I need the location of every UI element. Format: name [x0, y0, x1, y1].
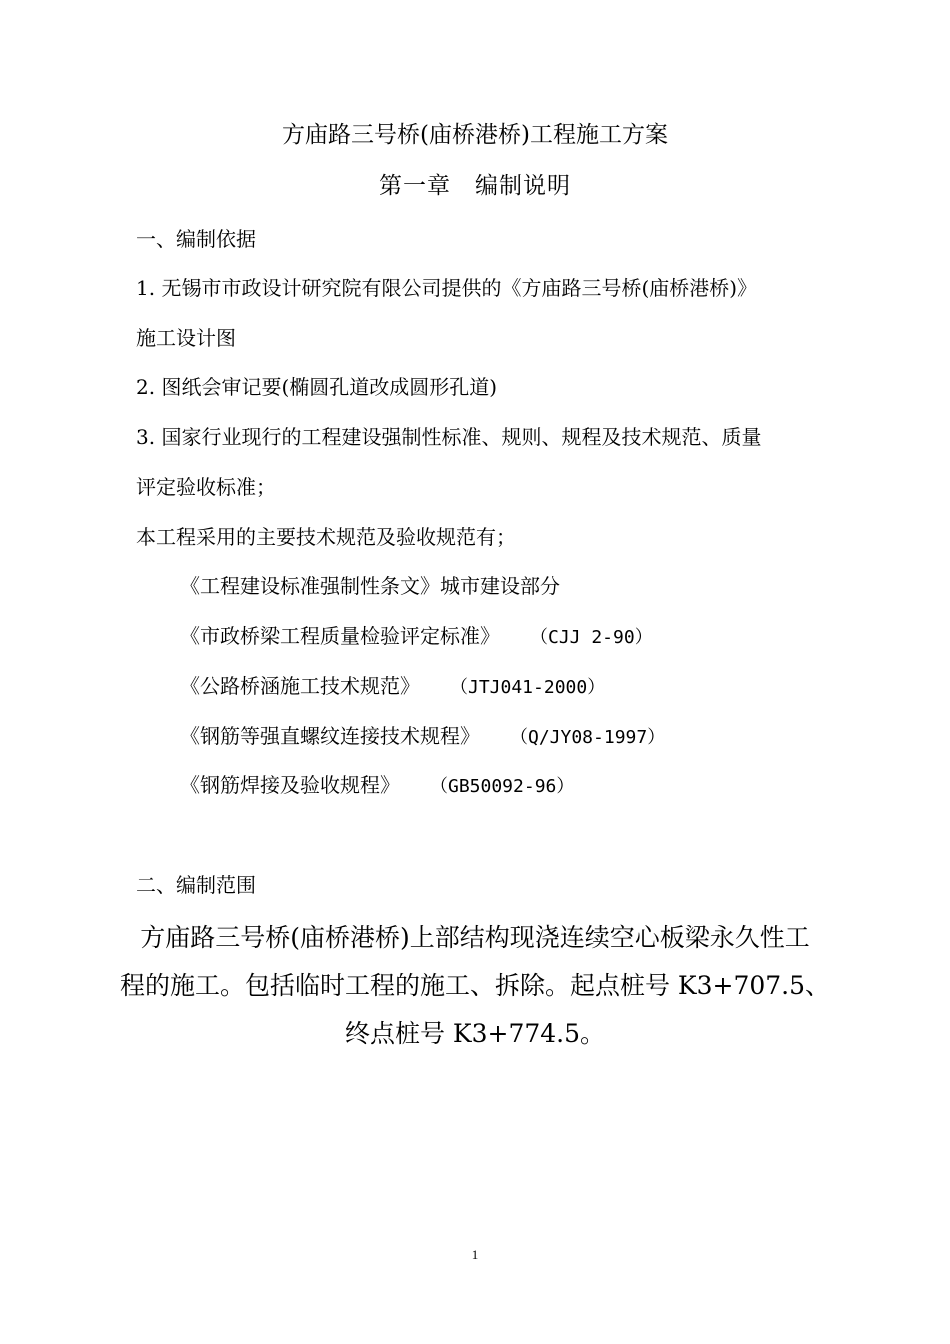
chapter-heading: 第一章 编制说明 — [379, 173, 571, 199]
standard-ref — [180, 775, 574, 796]
standard-ref — [180, 676, 605, 697]
standard-code: （Q/JY08-1997） — [510, 727, 666, 748]
page-number: 1 — [471, 1247, 479, 1262]
basis-item-1-line1: 1. 无锡市市政设计研究院有限公司提供的《方庙路三号桥(庙桥港桥)》 — [136, 276, 758, 300]
standard-name: 《公路桥涵施工技术规范》 — [180, 674, 420, 698]
section2-heading: 二、编制范围 — [136, 873, 256, 897]
standard-code: （JTJ041-2000） — [450, 677, 606, 698]
scope-line-3: 终点桩号 K3+774.5。 — [344, 1019, 606, 1048]
standard-ref — [180, 626, 653, 647]
standard-code: （GB50092-96） — [430, 776, 575, 797]
standard-ref — [180, 576, 560, 596]
section1-heading: 一、编制依据 — [136, 227, 256, 251]
document-title: 方庙路三号桥(庙桥港桥)工程施工方案 — [282, 122, 668, 148]
standard-name: 《市政桥梁工程质量检验评定标准》 — [180, 624, 500, 648]
standard-ref — [180, 726, 665, 747]
standards-intro: 本工程采用的主要技术规范及验收规范有； — [136, 525, 516, 549]
standard-name: 《工程建设标准强制性条文》城市建设部分 — [180, 574, 560, 598]
standard-name: 《钢筋焊接及验收规程》 — [180, 773, 400, 797]
standard-code: （CJJ 2-90） — [530, 627, 653, 648]
basis-item-2: 2. 图纸会审记要(椭圆孔道改成圆形孔道) — [136, 375, 498, 399]
basis-item-1-line2: 施工设计图 — [136, 326, 236, 350]
standard-name: 《钢筋等强直螺纹连接技术规程》 — [180, 724, 480, 748]
scope-line-2: 程的施工。包括临时工程的施工、拆除。起点桩号 K3+707.5、 — [119, 971, 831, 1000]
scope-line-1: 方庙路三号桥(庙桥港桥)上部结构现浇连续空心板梁永久性工 — [140, 923, 810, 952]
basis-item-3-line1: 3. 国家行业现行的工程建设强制性标准、规则、规程及技术规范、质量 — [136, 425, 762, 449]
basis-item-3-line2: 评定验收标准； — [136, 475, 276, 499]
